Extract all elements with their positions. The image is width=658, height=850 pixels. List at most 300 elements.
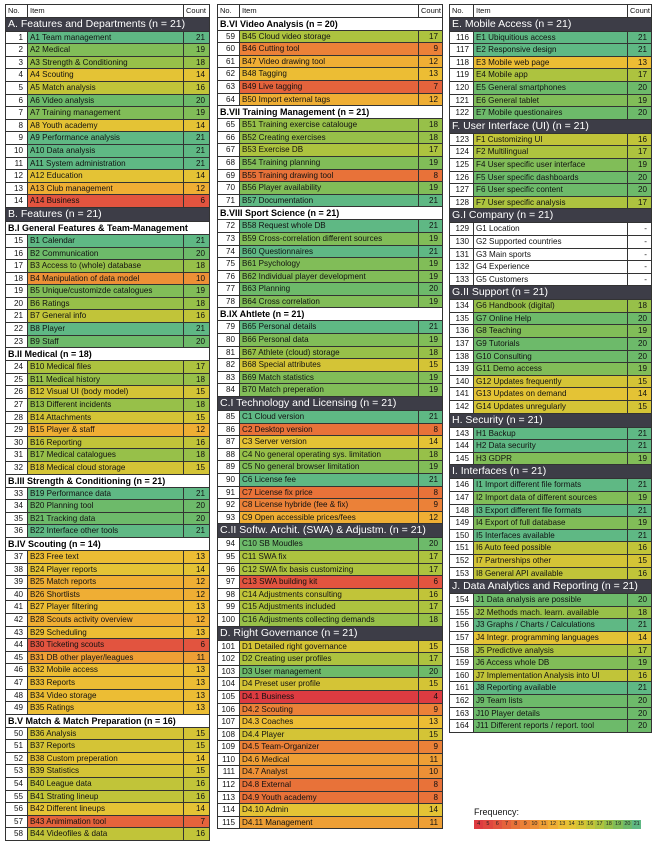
row-item: C8 License hybride (fee & fix) [240,499,419,512]
row-count: 21 [184,234,210,247]
table-row [218,119,443,132]
row-no: 122 [450,107,474,120]
row-count: 13 [628,56,652,69]
table-row [218,588,443,601]
table-column-3 [449,4,652,733]
row-item: C11 SWA fix [240,550,419,563]
row-item: A13 Club management [28,182,184,195]
row-no: 42 [6,613,28,626]
row-count: 19 [184,107,210,120]
row-count: 19 [419,232,443,245]
row-item: G1 Location [474,223,628,236]
table-row [450,720,652,733]
legend-swatch: 18 [605,821,612,827]
row-no: 85 [218,411,240,424]
table-row [6,500,210,513]
row-no: 8 [6,119,28,132]
row-no: 146 [450,479,474,492]
table-row [450,133,652,146]
row-no: 74 [218,245,240,258]
row-no: 133 [450,273,474,286]
table-row [218,43,443,56]
row-no: 18 [6,272,28,285]
row-no: 130 [450,235,474,248]
row-item: B36 Analysis [28,727,184,740]
row-count: 20 [628,338,652,351]
subsection-title: B.VII Training Management (n = 21) [218,106,443,119]
table-row [6,81,210,94]
row-no: 119 [450,69,474,82]
row-count: 20 [184,94,210,107]
row-count: 18 [184,373,210,386]
table-row [218,30,443,43]
row-no: 16 [6,247,28,260]
legend-swatch: 12 [549,821,557,827]
row-count: 14 [628,631,652,644]
row-no: 56 [6,803,28,816]
row-count: 15 [628,401,652,414]
row-count: 11 [419,753,443,766]
row-item: B54 Training planning [240,156,419,169]
row-count: 21 [628,682,652,695]
table-row [218,334,443,347]
row-no: 26 [6,386,28,399]
row-count: 10 [184,272,210,285]
row-item: J7 Implementation Analysis into UI [474,669,628,682]
section-title: H. Security (n = 21) [450,413,652,427]
section-header-row [450,119,652,133]
row-count: 21 [419,194,443,207]
table-body [450,5,652,733]
row-item: B61 Psychology [240,258,419,271]
row-count: 14 [184,752,210,765]
row-no: 92 [218,499,240,512]
row-no: 148 [450,504,474,517]
subsection-title: B.III Strength & Conditioning (n = 21) [6,474,210,487]
header-no: No. [450,5,474,18]
table-row [218,538,443,551]
row-item: D4.7 Analyst [240,766,419,779]
row-count: 19 [184,44,210,57]
table-row [450,248,652,261]
subsection-header-row [6,474,210,487]
row-no: 162 [450,694,474,707]
table-row [218,613,443,626]
table-row [218,690,443,703]
row-count: 16 [628,669,652,682]
row-count: 21 [184,323,210,336]
row-no: 45 [6,651,28,664]
row-count: 21 [419,220,443,233]
row-count: 17 [419,144,443,157]
table-row [450,492,652,505]
legend-swatch: 8 [511,820,520,829]
subsection-header-row [6,221,210,234]
subsection-title: B.IV Scouting (n = 14) [6,537,210,550]
survey-table [5,4,210,841]
table-row [450,171,652,184]
row-item: J9 Team lists [474,694,628,707]
row-item: C3 Server version [240,436,419,449]
row-no: 36 [6,525,28,538]
row-count: 12 [419,511,443,524]
row-item: B19 Performance data [28,487,184,500]
section-title: J. Data Analytics and Reporting (n = 21) [450,580,652,594]
row-item: B2 Communication [28,247,184,260]
row-item: B50 Import external tags [240,93,419,106]
row-no: 69 [218,169,240,182]
row-no: 112 [218,779,240,792]
row-no: 149 [450,517,474,530]
row-no: 63 [218,80,240,93]
row-no: 46 [6,664,28,677]
row-no: 128 [450,196,474,209]
row-count: 12 [419,55,443,68]
row-item: D2 Creating user profiles [240,653,419,666]
table-row [6,182,210,195]
row-count: 16 [419,588,443,601]
table-row [6,411,210,424]
row-no: 104 [218,678,240,691]
row-count: 17 [419,563,443,576]
table-row [218,232,443,245]
table-row [450,631,652,644]
row-count: 18 [419,448,443,461]
table-row [218,576,443,589]
table-row [218,703,443,716]
row-count: 17 [184,361,210,374]
row-no: 113 [218,791,240,804]
row-count: 8 [419,779,443,792]
table-row [6,56,210,69]
row-count: 16 [184,81,210,94]
table-row [6,778,210,791]
row-item: B47 Video drawing tool [240,55,419,68]
row-no: 62 [218,68,240,81]
row-item: B11 Medical history [28,373,184,386]
row-count: 19 [628,452,652,465]
row-count: 20 [184,335,210,348]
row-count: - [628,223,652,236]
row-item: A11 System administration [28,157,184,170]
row-no: 88 [218,448,240,461]
legend-scale [474,820,641,829]
table-row [6,676,210,689]
subsection-title: B.II Medical (n = 18) [6,348,210,361]
header-count: Count [628,5,652,18]
subsection-title: B.VI Video Analysis (n = 20) [218,17,443,30]
row-count: 8 [419,169,443,182]
row-no: 59 [218,30,240,43]
row-count: 15 [184,411,210,424]
row-count: 19 [628,94,652,107]
row-no: 101 [218,640,240,653]
table-row [218,511,443,524]
row-no: 144 [450,440,474,453]
table-row [6,132,210,145]
row-count: 19 [628,158,652,171]
row-count: 20 [628,720,652,733]
row-item: J10 Player details [474,707,628,720]
row-no: 158 [450,644,474,657]
row-count: 14 [419,804,443,817]
row-count: 20 [184,512,210,525]
row-count: 21 [184,144,210,157]
row-count: 13 [184,689,210,702]
table-row [450,694,652,707]
row-count: 19 [419,182,443,195]
row-item: F5 User specific dashboards [474,171,628,184]
row-item: B22 Interface other tools [28,525,184,538]
row-count: 21 [628,427,652,440]
row-count: 4 [419,690,443,703]
row-item: E6 General tablet [474,94,628,107]
row-no: 161 [450,682,474,695]
row-no: 108 [218,728,240,741]
table-row [218,321,443,334]
table-row [6,651,210,664]
row-no: 33 [6,487,28,500]
table-row [6,436,210,449]
row-no: 100 [218,613,240,626]
section-header-row [450,286,652,300]
row-item: J3 Graphs / Charts / Calculations [474,619,628,632]
row-item: D4.2 Scouting [240,703,419,716]
row-no: 53 [6,765,28,778]
row-count: 21 [628,619,652,632]
row-count: 18 [184,56,210,69]
row-count: 11 [419,816,443,829]
table-row [450,517,652,530]
row-no: 135 [450,312,474,325]
row-count: 9 [419,703,443,716]
legend-title: Frequency: [474,807,520,817]
row-no: 66 [218,131,240,144]
row-count: 11 [184,651,210,664]
row-count: 7 [419,80,443,93]
row-item: G9 Tutorials [474,338,628,351]
row-count: 21 [184,487,210,500]
row-item: B33 Reports [28,676,184,689]
row-count: 21 [628,479,652,492]
table-row [218,93,443,106]
row-item: B52 Creating exercises [240,131,419,144]
table-row [6,31,210,44]
table-row [6,297,210,310]
subsection-header-row [218,106,443,119]
row-no: 7 [6,107,28,120]
table-row [450,440,652,453]
row-count: 17 [419,550,443,563]
row-item: D4.5 Team-Organizer [240,741,419,754]
table-row [6,487,210,500]
row-item: F7 User specific analysis [474,196,628,209]
row-count: 15 [419,359,443,372]
row-item: A1 Team management [28,31,184,44]
row-no: 98 [218,588,240,601]
row-item: B17 Medical catalogues [28,449,184,462]
table-row [6,803,210,816]
row-count: 20 [628,350,652,363]
row-count: 12 [184,613,210,626]
table-row [218,156,443,169]
table-row [218,169,443,182]
row-no: 103 [218,665,240,678]
row-item: B31 DB other player/leagues [28,651,184,664]
row-no: 2 [6,44,28,57]
row-no: 4 [6,69,28,82]
table-row [6,689,210,702]
row-count: 19 [419,156,443,169]
row-count: 18 [184,260,210,273]
row-no: 163 [450,707,474,720]
row-count: 21 [628,44,652,57]
row-no: 159 [450,657,474,670]
table-row [6,272,210,285]
row-no: 44 [6,639,28,652]
table-row [218,359,443,372]
row-no: 154 [450,594,474,607]
table-row [6,260,210,273]
table-row [450,158,652,171]
subsection-header-row [6,714,210,727]
row-no: 47 [6,676,28,689]
table-row [450,682,652,695]
row-count: 19 [628,325,652,338]
row-count: 19 [184,285,210,298]
row-count: 9 [419,741,443,754]
row-no: 15 [6,234,28,247]
row-count: 19 [419,334,443,347]
row-no: 81 [218,346,240,359]
row-item: B23 Free text [28,550,184,563]
table-row [450,363,652,376]
row-item: B62 Individual player development [240,270,419,283]
table-row [6,234,210,247]
table-row [6,247,210,260]
table-row [6,525,210,538]
row-count: 21 [628,440,652,453]
row-item: D4 Preset user profile [240,678,419,691]
row-count: 18 [419,346,443,359]
row-no: 77 [218,283,240,296]
table-row [6,386,210,399]
row-item: B43 Animimation tool [28,815,184,828]
row-item: A12 Education [28,170,184,183]
row-count: 9 [419,499,443,512]
table-row [218,461,443,474]
row-item: E1 Ubiquitious access [474,31,628,44]
row-item: B25 Match reports [28,576,184,589]
row-count: 17 [419,30,443,43]
row-count: - [628,248,652,261]
row-item: E4 Mobile app [474,69,628,82]
table-row [450,504,652,517]
row-count: 14 [184,170,210,183]
row-item: F4 User specific user interface [474,158,628,171]
row-item: G13 Updates on demand [474,388,628,401]
row-item: B68 Special attributes [240,359,419,372]
subsection-header-row [6,537,210,550]
table-row [218,131,443,144]
table-row [450,325,652,338]
row-count: 9 [419,43,443,56]
table-row [6,157,210,170]
row-no: 107 [218,716,240,729]
row-item: B57 Documentation [240,194,419,207]
table-row [218,423,443,436]
row-count: 18 [184,449,210,462]
row-item: J2 Methods mach. learn. available [474,606,628,619]
row-no: 78 [218,295,240,308]
row-count: 18 [184,399,210,412]
table-row [450,567,652,580]
row-count: 21 [419,321,443,334]
row-no: 57 [6,815,28,828]
row-count: - [628,261,652,274]
legend-swatch: 6 [493,820,502,829]
section-title: G.I Company (n = 21) [450,209,652,223]
survey-table [217,4,443,829]
row-item: J11 Different reports / report. tool [474,720,628,733]
row-item: I1 Import different file formats [474,479,628,492]
row-count: 16 [184,778,210,791]
table-row [218,436,443,449]
table-row [6,107,210,120]
row-no: 51 [6,740,28,753]
row-count: 21 [419,411,443,424]
row-no: 121 [450,94,474,107]
row-no: 52 [6,752,28,765]
row-count: 12 [184,424,210,437]
row-count: 15 [184,727,210,740]
table-row [450,452,652,465]
row-no: 20 [6,297,28,310]
subsection-header-row [218,17,443,30]
subsection-title: B.VIII Sport Science (n = 21) [218,207,443,220]
row-no: 131 [450,248,474,261]
row-item: B65 Personal details [240,321,419,334]
header-no: No. [218,5,240,18]
row-item: B48 Tagging [240,68,419,81]
section-title: D. Right Governance (n = 21) [218,626,443,640]
legend-swatch: 7 [502,820,511,829]
row-item: D4.9 Youth academy [240,791,419,804]
row-count: 7 [184,815,210,828]
row-no: 155 [450,606,474,619]
row-count: 17 [628,146,652,159]
frequency-legend [474,807,641,829]
row-no: 14 [6,195,28,208]
table-row [6,752,210,765]
row-item: E7 Mobile questionaires [474,107,628,120]
row-count: 19 [419,371,443,384]
table-row [6,576,210,589]
row-no: 86 [218,423,240,436]
row-item: B39 Statistics [28,765,184,778]
row-item: I6 Auto feed possible [474,542,628,555]
row-item: D4.10 Admin [240,804,419,817]
row-item: B37 Reports [28,740,184,753]
row-no: 157 [450,631,474,644]
table-row [6,449,210,462]
table-row [450,338,652,351]
table-row [450,606,652,619]
row-item: B58 Request whole DB [240,220,419,233]
row-count: 19 [419,295,443,308]
row-count: 12 [184,182,210,195]
row-count: 20 [628,81,652,94]
